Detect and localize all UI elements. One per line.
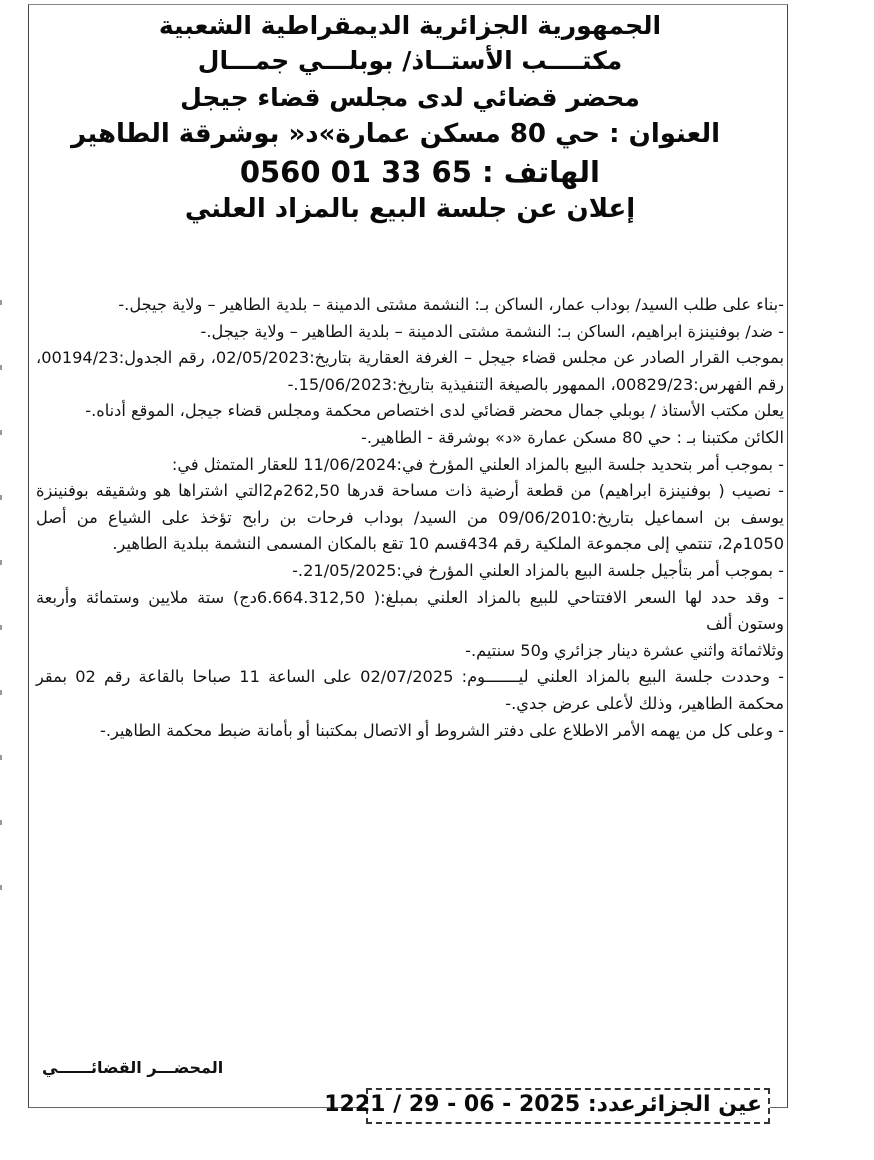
office-phone xyxy=(60,156,760,189)
office-address: العنوان : حي 80 مسكن عمارة»د« بوشرقة الطاهير xyxy=(71,119,720,150)
publication-reference-box xyxy=(324,1088,770,1124)
bailiff-signature: المحضـــر القضائــــــي xyxy=(42,1058,224,1077)
notice-title: إعلان عن جلسة البيع بالمزاد العلني xyxy=(184,194,636,225)
paragraph-session-order: - بموجب أمر بتحديد جلسة البيع بالمزاد العلني المؤرخ في:11/06/2024 للعقار المتمثل في: xyxy=(171,454,784,474)
phone-label: الهاتف : xyxy=(482,155,600,190)
paragraph-decision: بموجب القرار الصادر عن مجلس قضاء جيجل – الغرفة العقارية بتاريخ:02/05/2023، رقم الجدول:00194/23، رقم الفهرس:00829/23، الممهور بالصيغة التنفيذية بتاريخ:15/06/2023.- xyxy=(36,348,784,394)
phone-number: 0560 01 33 65 xyxy=(239,155,472,190)
paragraph-conditions: - وعلى كل من يهمه الأمر الاطلاع على دفتر الشروط أو الاتصال بمكتبنا أو بأمانة ضبط محكمة الطاهير.- xyxy=(99,720,784,740)
publication-reference xyxy=(324,1092,762,1117)
document-header xyxy=(60,8,760,225)
office-role: محضر قضائي لدى مجلس قضاء جيجل xyxy=(180,82,640,112)
office-name: مكتــــب الأستــاذ/ بوبلـــي جمـــال xyxy=(197,45,623,75)
republic-title: الجمهورية الجزائرية الديمقراطية الشعبية xyxy=(158,11,662,40)
paragraph-announcer: يعلن مكتب الأستاذ / بوبلي جمال محضر قضائي لدى اختصاص محكمة ومجلس قضاء جيجل، الموقع أدناه.- xyxy=(85,401,784,421)
paragraph-price-words: وثلاثمائة واثني عشرة دينار جزائري و50 سنتيم.- xyxy=(465,640,784,660)
reference-number: 1221 / 29 - 06 - 2025 xyxy=(324,1092,581,1117)
paragraph-property: - نصيب ( بوفنينزة ابراهيم) من قطعة أرضية ذات مساحة قدرها 262,50م2التي اشتراها هو وشقيقه بوفنينزة يوسف بن اسماعيل بتاريخ:09/06/2010 من السيد/ بوداب فرحات بن رابح تؤخذ على الشياع من أصل 1050م2، تنتمي إلى مجموعة الملكية رقم 434قسم 10 تقع بالمكان المسمى النشمة ببلدية الطاهير. xyxy=(36,481,784,554)
scan-edge-marks xyxy=(0,300,4,1100)
notice-body xyxy=(36,292,784,744)
paragraph-office-address: الكائن مكتبنا بـ : حي 80 مسكن عمارة «د» بوشرقة - الطاهير.- xyxy=(361,427,784,447)
paragraph-session-date: - وحددت جلسة البيع بالمزاد العلني ليـــــــوم: 02/07/2025 على الساعة 11 صباحا بالقاعة رقم 02 بمقر محكمة الطاهير، وذلك لأعلى عرض جدي.- xyxy=(36,667,784,713)
paragraph-requester: -بناء على طلب السيد/ بوداب عمار، الساكن بـ: النشمة مشتى الدمينة – بلدية الطاهير – ولاية جيجل.- xyxy=(118,295,784,314)
paragraph-opening-price: - وقد حدد لها السعر الافتتاحي للبيع بالمزاد العلني بمبلغ:( 6.664.312,50دج) ستة ملايين وستمائة وأربعة وستون ألف xyxy=(36,587,784,634)
reference-label: عين الجزائرعدد: xyxy=(587,1092,762,1117)
paragraph-postponement: - بموجب أمر بتأجيل جلسة البيع بالمزاد العلني المؤرخ في:21/05/2025.- xyxy=(292,560,784,580)
paragraph-against: - ضد/ بوفنينزة ابراهيم، الساكن بـ: النشمة مشتى الدمينة – بلدية الطاهير – ولاية جيجل.- xyxy=(200,321,784,341)
